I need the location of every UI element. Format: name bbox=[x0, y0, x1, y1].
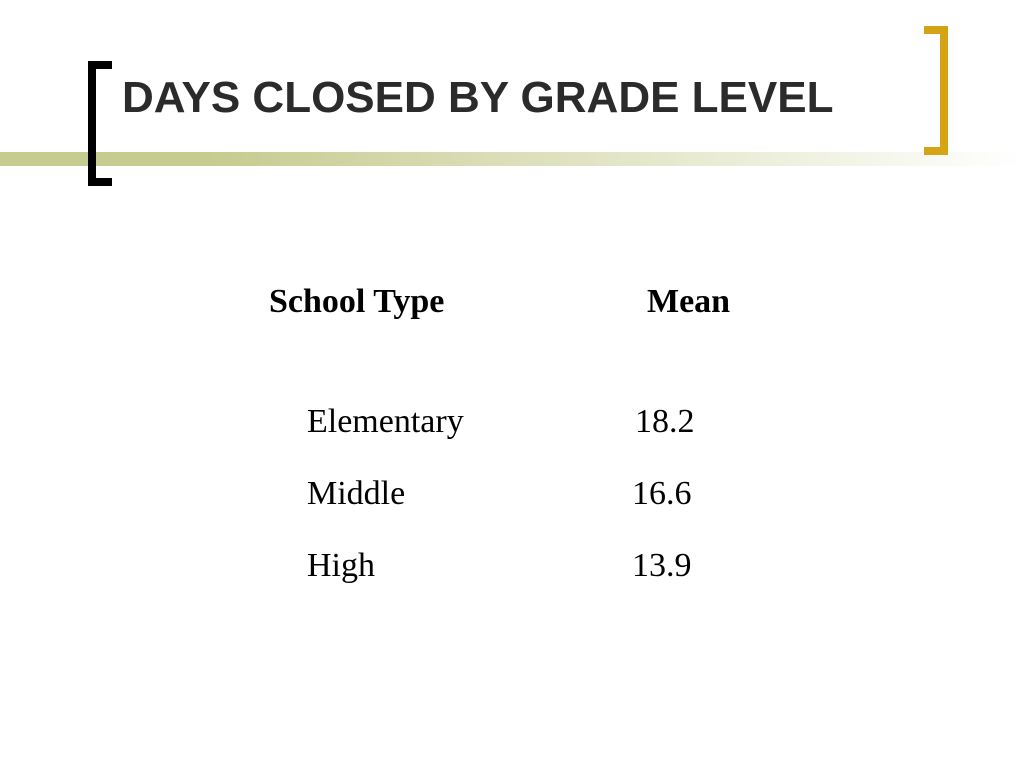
left-bracket-decoration bbox=[88, 61, 112, 186]
school-type-cell: Middle bbox=[307, 475, 406, 512]
column-header-mean: Mean bbox=[647, 283, 731, 320]
school-type-cell: Elementary bbox=[307, 403, 464, 440]
mean-cell: 18.2 bbox=[635, 403, 695, 440]
title-accent-band bbox=[0, 152, 1024, 166]
mean-cell: 16.6 bbox=[632, 475, 692, 512]
right-bracket-decoration bbox=[924, 26, 948, 155]
school-type-cell: High bbox=[307, 547, 375, 584]
mean-cell: 13.9 bbox=[632, 547, 692, 584]
column-header-school-type: School Type bbox=[269, 283, 445, 320]
slide-title: DAYS CLOSED BY GRADE LEVEL bbox=[122, 73, 834, 122]
